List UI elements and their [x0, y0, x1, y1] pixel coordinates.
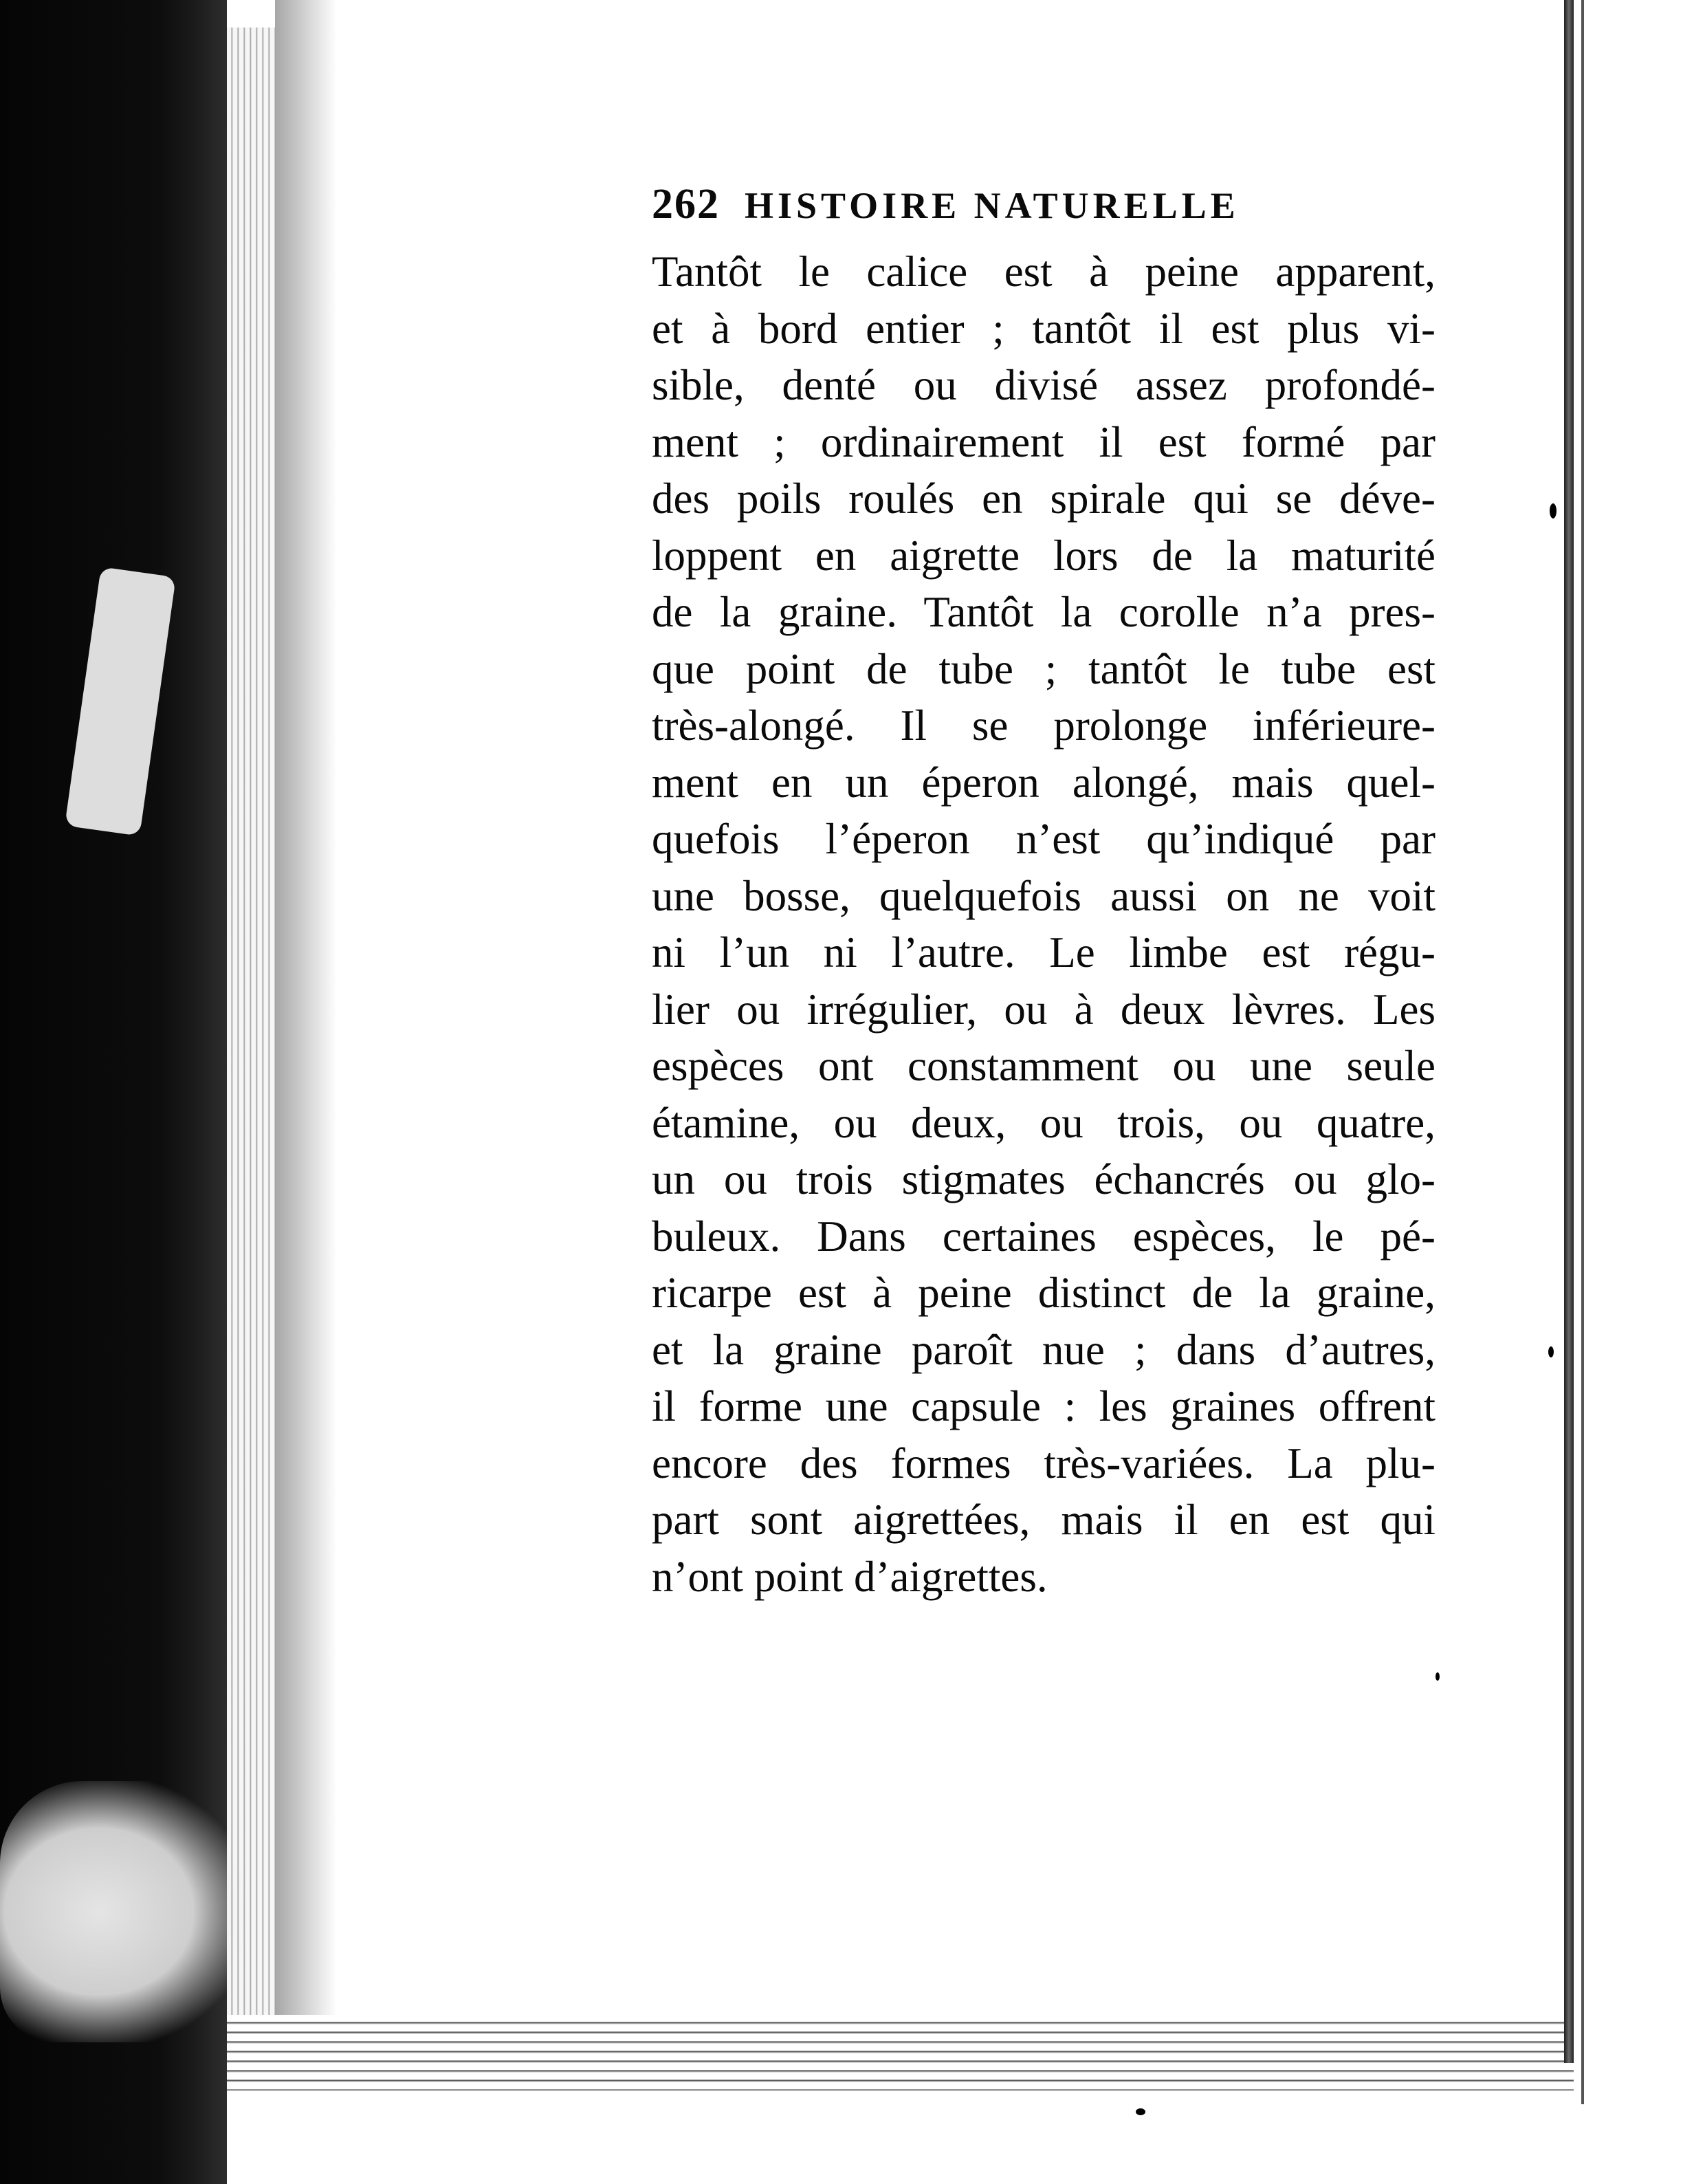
text-line: Tantôt le calice est à peine apparent, — [652, 248, 1436, 296]
text-line: et la graine paroît nue ; dans d’autres, — [652, 1325, 1436, 1374]
text-line: un ou trois stigmates échancrés ou glo- — [652, 1155, 1436, 1203]
text-line: il forme une capsule : les graines offrent — [652, 1382, 1436, 1430]
text-line: buleux. Dans certaines espèces, le pé- — [652, 1212, 1436, 1260]
page-stack-edge-left — [227, 28, 275, 2042]
scan-speck — [1548, 1346, 1554, 1357]
text-line: des poils roulés en spirale qui se déve- — [652, 474, 1436, 523]
text-line: une bosse, quelquefois aussi on ne voit — [652, 871, 1436, 920]
page-stack-edge-bottom — [227, 2015, 1574, 2090]
text-line: ment ; ordinairement il est formé par — [652, 417, 1436, 466]
text-line: sible, denté ou divisé assez profondé- — [652, 361, 1436, 409]
text-line: étamine, ou deux, ou trois, ou quatre, — [652, 1098, 1436, 1147]
text-line: espèces ont constamment ou une seule — [652, 1042, 1436, 1090]
text-line: ricarpe est à peine distinct de la graine, — [652, 1269, 1436, 1317]
text-line: très-alongé. Il se prolonge inférieure- — [652, 701, 1436, 750]
next-page-edge-line — [1581, 0, 1584, 2104]
paper-damage-mark — [0, 1781, 248, 2042]
text-line: que point de tube ; tantôt le tube est — [652, 644, 1436, 693]
running-head-title: HISTOIRE NATURELLE — [745, 185, 1240, 226]
text-block — [652, 180, 1436, 1605]
text-line: encore des formes très-variées. La plu- — [652, 1439, 1436, 1487]
text-line: de la graine. Tantôt la corolle n’a pres- — [652, 588, 1436, 636]
text-line: lier ou irrégulier, ou à deux lèvres. Les — [652, 985, 1436, 1034]
text-line: quefois l’éperon n’est qu’indiqué par — [652, 815, 1436, 863]
text-line: n’ont point d’aigrettes. — [652, 1552, 1048, 1601]
page-number: 262 — [652, 181, 720, 228]
text-line: loppent en aigrette lors de la maturité — [652, 531, 1436, 580]
text-line: ni l’un ni l’autre. Le limbe est régu- — [652, 928, 1436, 976]
text-line: et à bord entier ; tantôt il est plus vi- — [652, 304, 1436, 353]
scan-speck — [1436, 1672, 1440, 1681]
running-head — [652, 180, 1436, 243]
scan-speck — [1136, 2108, 1145, 2115]
text-line: part sont aigrettées, mais il en est qui — [652, 1496, 1436, 1544]
scan-speck — [1550, 503, 1556, 518]
next-page-sliver — [1574, 0, 1705, 2184]
page-edge-right — [1564, 0, 1574, 2063]
gutter-shadow — [275, 0, 337, 2035]
text-line: ment en un éperon alongé, mais quel- — [652, 758, 1436, 807]
body-text — [652, 243, 1436, 1605]
